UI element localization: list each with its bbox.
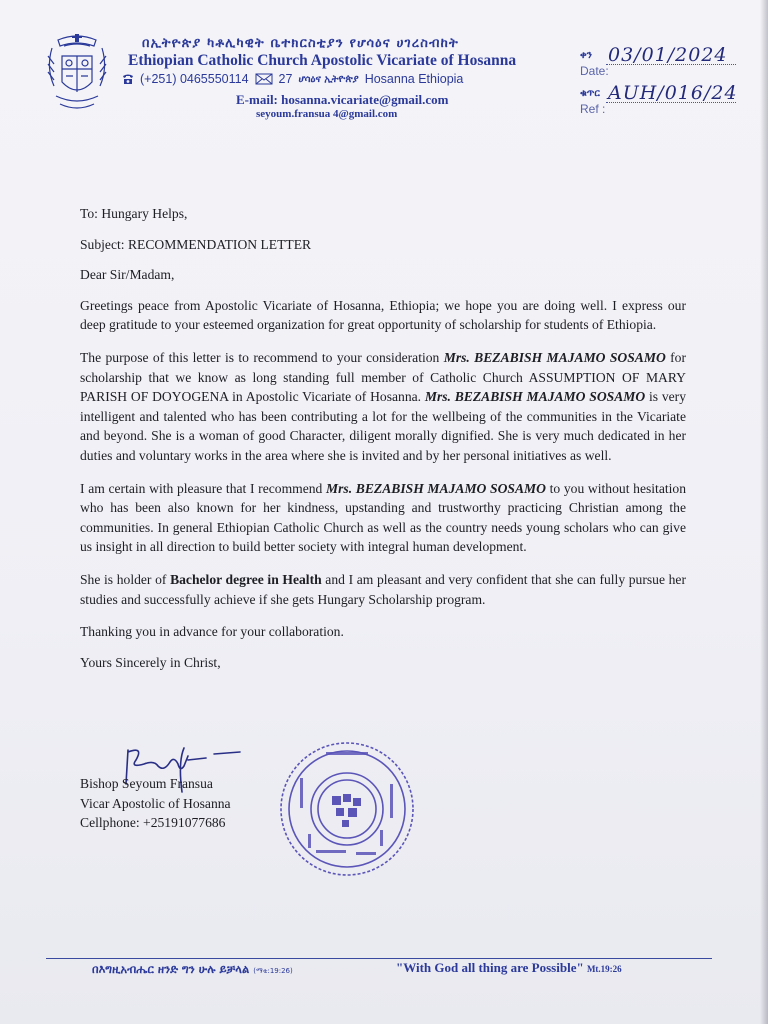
salutation: Dear Sir/Madam, [80, 267, 175, 283]
date-value: 03/01/2024 [608, 44, 728, 66]
phone-icon [122, 73, 134, 85]
letterhead-email-secondary: seyoum.fransua 4@gmail.com [256, 108, 398, 120]
candidate-name: Mrs. BEZABISH MAJAMO SOSAMO [424, 389, 646, 405]
thanks-line: Thanking you in advance for your collaboration. [80, 624, 344, 640]
signer-title: Vicar Apostolic of Hosanna [80, 795, 231, 811]
paragraph-recommendation: The purpose of this letter is to recommend to your consideration Mrs. BEZABISH MAJAMO SOSAMO for scholarship that we know as long standing full member of Catholic Church ASSUMPTION OF MARY PARISH OF DOYOGENA in Apostolic Vicariate of Hosanna. Mrs. BEZABISH MAJAMO SOSAMO is very intelligent and talented who has been contributing a lot for the wellbeing of the communities in the Vicariate and beyond. She is a woman of good Character, diligent morally dignified. She is very much dedicated in her duties and voluntary works in the area where she is invited and by her personal initiatives as well. [80, 349, 686, 463]
closing-line: Yours Sincerely in Christ, [80, 654, 221, 670]
letterhead-amharic-name: በኢትዮጵያ ካቶሊካዊት ቤተክርስቲያን የሆሳዕና ሀገረስብከት [142, 36, 459, 51]
paragraph-greeting: Greetings peace from Apostolic Vicariate of Hosanna, Ethiopia; we hope you are doing well. I express our deep gratitude to your esteemed organization for great opportunity of scholarship for students of Ethiopia. [80, 297, 686, 333]
footer-amharic-motto: በእግዚአብሔር ዘንድ ግን ሁሉ ይቻላል (ማቴ:19:26) [92, 962, 293, 976]
candidate-name: Mrs. BEZABISH MAJAMO SOSAMO [326, 480, 546, 496]
coat-of-arms-logo [44, 34, 110, 116]
subject-line: Subject: RECOMMENDATION LETTER [80, 236, 312, 252]
ref-label: Ref : [580, 102, 606, 116]
letterhead-city: Hosanna Ethiopia [364, 72, 464, 86]
letterhead-english-name: Ethiopian Catholic Church Apostolic Vicariate of Hosanna [128, 52, 517, 69]
signer-name: Bishop Seyoum Fransua [80, 776, 213, 791]
ref-value: AUH/016/24 [608, 82, 738, 104]
degree: Bachelor degree in Health [170, 571, 322, 587]
letterhead-po-box: 27 [278, 72, 293, 86]
date-label: Date: [580, 64, 609, 78]
mailbox-icon [255, 73, 273, 85]
paragraph-qualification: She is holder of Bachelor degree in Health and I am pleasant and very confident that she can fully pursue her studies and successfully achieve if she gets Hungary Scholarship program. [80, 571, 686, 607]
official-stamp-seal [276, 738, 418, 880]
letterhead-email: E-mail: hosanna.vicariate@gmail.com [236, 92, 449, 107]
signature-block [80, 774, 231, 833]
letterhead-phone: (+251) 0465550114 [140, 72, 249, 86]
ref-row [580, 82, 760, 126]
candidate-name: Mrs. BEZABISH MAJAMO SOSAMO [443, 349, 666, 365]
footer-motto: "With God all thing are Possible" Mt.19:26 [396, 960, 622, 975]
footer-divider [46, 958, 712, 959]
date-ref-block [580, 44, 760, 126]
paragraph-endorsement: I am certain with pleasure that I recommend Mrs. BEZABISH MAJAMO SOSAMO to you without hesitation who has been also known for her kindness, upstanding and trustworthy practicing Christian among the communities. In general Ethiopian Catholic Church as well as the country needs young scholars who can give us insight in all direction to build better society with integral human development. [80, 480, 686, 555]
letterhead-po-box-amharic: ሆሳዕና ኢትዮጵያ [298, 73, 359, 85]
ref-label-amharic: ቁጥር [580, 88, 600, 99]
letter-body [80, 204, 686, 683]
date-label-amharic: ቀን [580, 50, 592, 61]
letterhead-contact [122, 72, 463, 86]
signer-phone: Cellphone: +25191077686 [80, 815, 226, 830]
recipient-line: To: Hungary Helps, [80, 206, 188, 221]
